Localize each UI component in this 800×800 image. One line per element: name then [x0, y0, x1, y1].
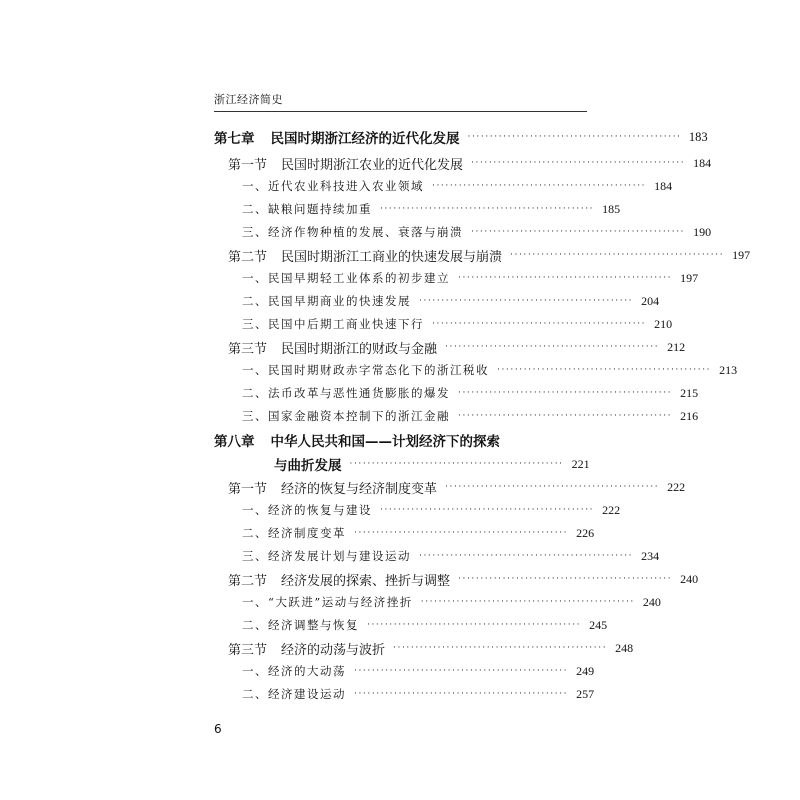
page-number: 197: [732, 247, 751, 262]
page-number: 184: [654, 178, 673, 193]
item-title: 三、国家金融资本控制下的浙江金融: [242, 409, 450, 423]
item-title: 一、经济的大动荡: [242, 664, 346, 678]
item-title: 一、“大跃进”运动与经济挫折: [242, 595, 413, 609]
toc-chapter-8[interactable]: [214, 427, 586, 453]
page-number: 234: [641, 548, 660, 563]
page-number: 210: [654, 316, 673, 331]
page-number: 190: [693, 224, 712, 239]
page-number: 245: [589, 617, 608, 632]
dot-leader: ················································: [354, 689, 569, 699]
dot-leader: ················································: [380, 505, 595, 515]
toc-chapter-7[interactable]: [214, 124, 708, 150]
chapter-title-continuation: 与曲折发展: [274, 458, 342, 474]
page-number: 222: [667, 479, 686, 494]
item-title: 二、缺粮问题持续加重: [242, 202, 372, 216]
dot-leader: ················································: [458, 411, 673, 421]
section-number: 第二节: [228, 249, 268, 265]
page-number: 197: [680, 270, 699, 285]
running-header: 浙江经济简史: [214, 93, 283, 106]
page-number: 226: [576, 525, 595, 540]
section-title: 经济的恢复与经济制度变革: [281, 481, 438, 497]
dot-leader: ················································: [445, 482, 660, 492]
item-title: 一、近代农业科技进入农业领域: [242, 179, 424, 193]
item-title: 一、民国时期财政赤字常态化下的浙江税收: [242, 363, 489, 377]
section-title: 经济发展的探索、挫折与调整: [281, 573, 451, 589]
dot-leader: ················································: [467, 132, 682, 142]
chapter-number: 第八章: [214, 434, 255, 450]
chapter-number: 第七章: [214, 131, 255, 147]
item-title: 二、民国早期商业的快速发展: [242, 294, 411, 308]
page-number: 240: [642, 594, 661, 609]
item-title: 二、经济调整与恢复: [242, 618, 359, 632]
page-number: 222: [602, 502, 621, 517]
dot-leader: ················································: [458, 388, 673, 398]
page-folio: 6: [214, 722, 222, 736]
section-number: 第三节: [228, 341, 268, 357]
dot-leader: ················································: [445, 342, 660, 352]
dot-leader: ················································: [432, 319, 647, 329]
dot-leader: ················································: [458, 574, 673, 584]
page-number: 248: [615, 640, 634, 655]
header-rule: [214, 111, 587, 112]
dot-leader: ················································: [354, 528, 569, 538]
dot-leader: ················································: [471, 227, 686, 237]
toc-item-8-3-2[interactable]: [214, 681, 595, 707]
item-title: 三、经济发展计划与建设运动: [242, 549, 411, 563]
section-title: 民国时期浙江农业的近代化发展: [281, 157, 464, 173]
dot-leader: ················································: [393, 643, 608, 653]
page-number: 204: [641, 293, 660, 308]
dot-leader: ················································: [419, 296, 634, 306]
page-number: 185: [602, 201, 621, 216]
section-number: 第一节: [228, 157, 268, 173]
dot-leader: ················································: [380, 204, 595, 214]
section-title: 民国时期浙江的财政与金融: [281, 341, 438, 357]
item-title: 二、经济建设运动: [242, 687, 346, 701]
section-title: 民国时期浙江工商业的快速发展与崩溃: [281, 249, 503, 265]
item-title: 一、经济的恢复与建设: [242, 503, 372, 517]
item-title: 二、法币改革与恶性通货膨胀的爆发: [242, 386, 450, 400]
section-number: 第二节: [228, 573, 268, 589]
page-number: 183: [688, 129, 708, 144]
dot-leader: ················································: [497, 365, 712, 375]
page-number: 257: [576, 686, 595, 701]
dot-leader: ················································: [354, 666, 569, 676]
dot-leader: ················································: [510, 250, 725, 260]
dot-leader: ················································: [471, 158, 686, 168]
section-number: 第三节: [228, 642, 268, 658]
dot-leader: ················································: [420, 597, 635, 607]
page-number: 221: [571, 456, 590, 471]
dot-leader: ················································: [367, 620, 582, 630]
item-title: 一、民国早期轻工业体系的初步建立: [242, 271, 450, 285]
page-number: 215: [680, 385, 699, 400]
page-number: 213: [719, 362, 738, 377]
dot-leader: ················································: [458, 273, 673, 283]
toc-item-7-3-3[interactable]: [214, 403, 699, 429]
section-number: 第一节: [228, 481, 268, 497]
dot-leader: ················································: [432, 181, 647, 191]
page-number: 184: [693, 155, 712, 170]
dot-leader: ················································: [349, 459, 564, 469]
item-title: 二、经济制度变革: [242, 526, 346, 540]
item-title: 三、经济作物种植的发展、衰落与崩溃: [242, 225, 463, 239]
chapter-title: 中华人民共和国——计划经济下的探索: [270, 434, 500, 450]
dot-leader: ················································: [419, 551, 634, 561]
page-number: 249: [576, 663, 595, 678]
section-title: 经济的动荡与波折: [281, 642, 386, 658]
chapter-title: 民国时期浙江经济的近代化发展: [270, 131, 460, 147]
page-number: 240: [680, 571, 699, 586]
item-title: 三、民国中后期工商业快速下行: [242, 317, 424, 331]
page-number: 212: [667, 339, 686, 354]
page-number: 216: [680, 408, 699, 423]
